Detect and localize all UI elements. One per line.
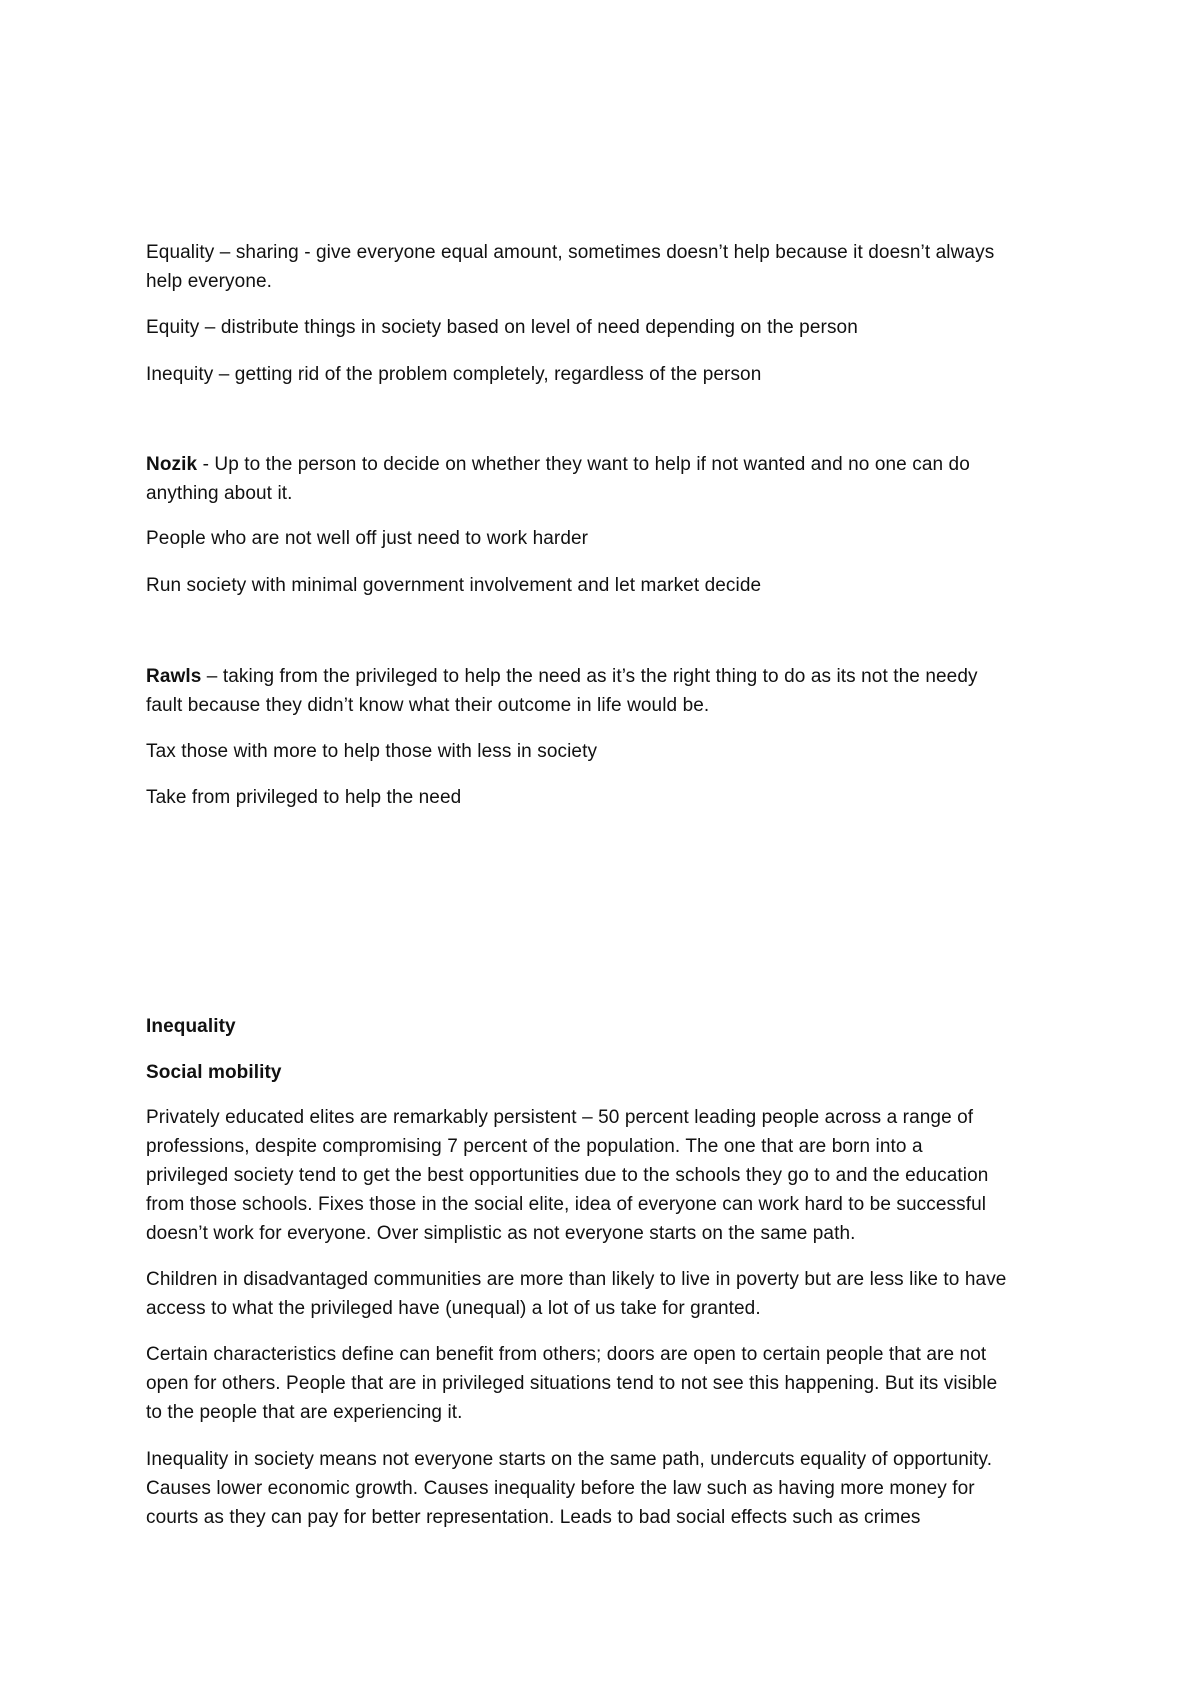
equity-definition: Equity – distribute things in society based on level of need depending on the person [146,317,858,338]
paragraph-disadvantaged-children [146,1265,1066,1323]
rawls-point-take: Take from privileged to help the need [146,787,462,808]
elites-line-3: privileged society tend to get the best opportunities due to the schools they go to and the education [146,1165,989,1186]
inequality-society-line-2: Causes lower economic growth. Causes inequality before the law such as having more money for [146,1478,975,1499]
elites-line-2: professions, despite compromising 7 percent of the population. The one that are born into a [146,1136,923,1157]
characteristics-line-1: Certain characteristics define can benefit from others; doors are open to certain people that are not [146,1344,987,1365]
elites-line-1: Privately educated elites are remarkably persistent – 50 percent leading people across a range of [146,1107,974,1128]
rawls-point-tax: Tax those with more to help those with less in society [146,741,598,762]
equality-line-1: Equality – sharing - give everyone equal amount, sometimes doesn’t help because it doesn’t always [146,242,995,263]
characteristics-line-2: open for others. People that are in privileged situations tend to not see this happening. But its visible [146,1373,998,1394]
nozik-name: Nozik [146,454,198,475]
heading-social-mobility: Social mobility [146,1062,282,1083]
rawls-line-1: – taking from the privileged to help the need as it’s the right thing to do as its not the needy [201,666,978,687]
children-line-2: access to what the privileged have (unequal) a lot of us take for granted. [146,1298,761,1319]
nozik-line-1: - Up to the person to decide on whether they want to help if not wanted and no one can do [197,454,970,475]
elites-line-4: from those schools. Fixes those in the social elite, idea of everyone can work hard to be successful [146,1194,987,1215]
rawls-paragraph [146,662,1066,720]
heading-inequality: Inequality [146,1016,236,1037]
equality-line-2: help everyone. [146,271,273,292]
characteristics-line-3: to the people that are experiencing it. [146,1402,463,1423]
inequality-society-line-3: courts as they can pay for better representation. Leads to bad social effects such as crimes [146,1507,921,1528]
rawls-name: Rawls [146,666,202,687]
nozik-point-work-harder: People who are not well off just need to work harder [146,528,589,549]
inequity-definition: Inequity – getting rid of the problem completely, regardless of the person [146,364,762,385]
nozik-paragraph [146,450,1066,508]
nozik-point-minimal-government: Run society with minimal government involvement and let market decide [146,575,762,596]
nozik-line-2: anything about it. [146,483,293,504]
paragraph-certain-characteristics [146,1340,1066,1427]
equality-definition [146,238,1066,296]
paragraph-privately-educated-elites [146,1103,1066,1248]
inequality-society-line-1: Inequality in society means not everyone starts on the same path, undercuts equality of opportunity. [146,1449,993,1470]
rawls-line-2: fault because they didn’t know what their outcome in life would be. [146,695,710,716]
paragraph-inequality-in-society [146,1445,1066,1532]
children-line-1: Children in disadvantaged communities are more than likely to live in poverty but are less like to have [146,1269,1007,1290]
elites-line-5: doesn’t work for everyone. Over simplistic as not everyone starts on the same path. [146,1223,856,1244]
